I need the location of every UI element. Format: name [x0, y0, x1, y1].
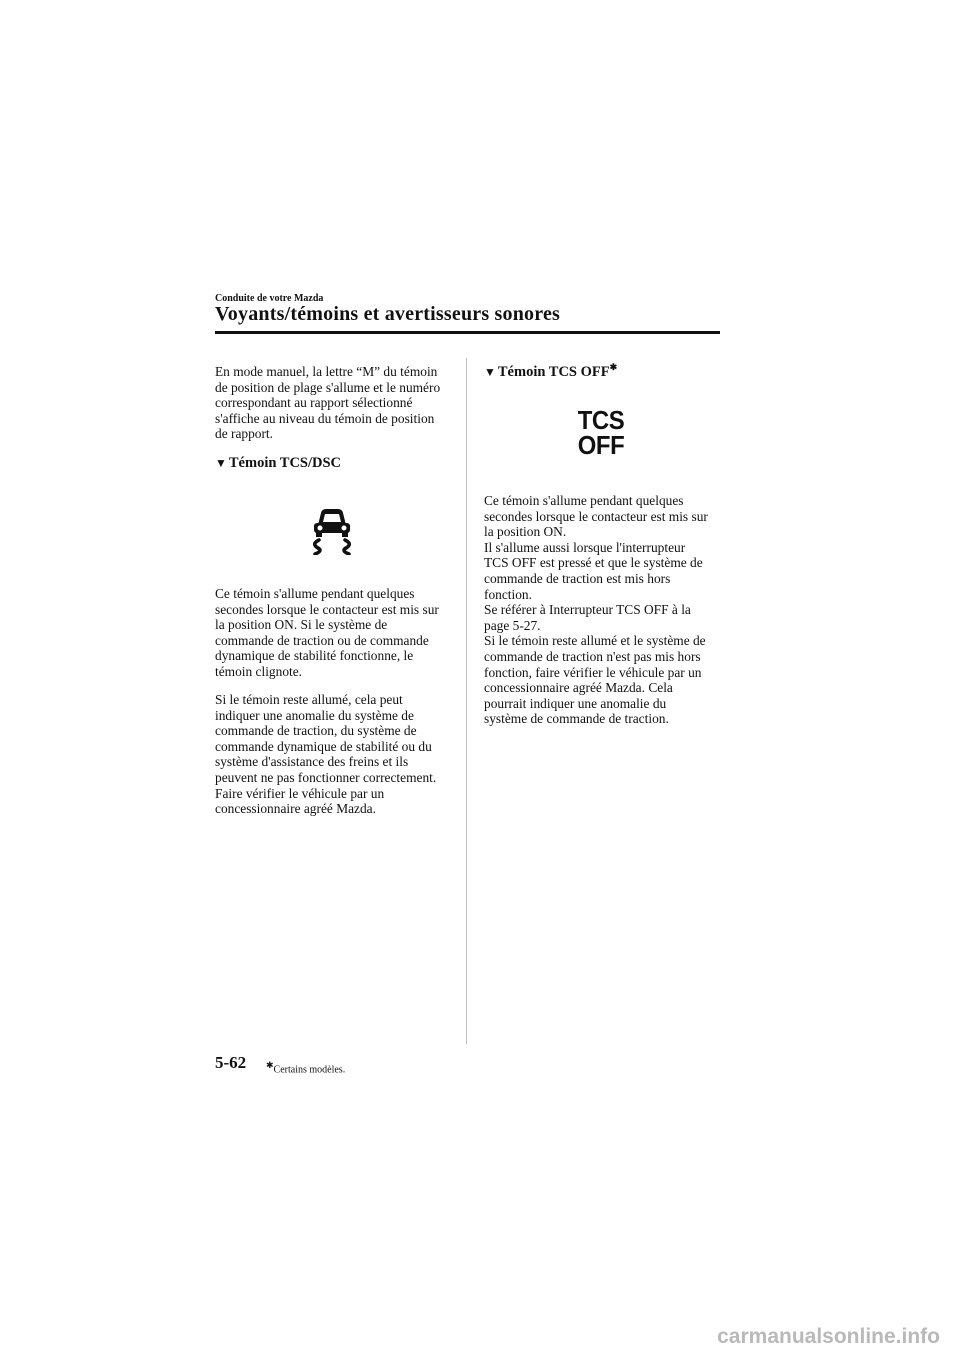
page-title: Voyants/témoins et avertisseurs sonores — [215, 303, 561, 325]
tcs-off-indicator-icon — [574, 405, 627, 460]
text-line: commande de traction est mis hors — [484, 570, 671, 586]
text-line: Ce témoin s'allume pendant quelques — [484, 493, 684, 508]
footnote — [266, 1060, 345, 1075]
text-line: fonction, faire vérifier le véhicule par un — [484, 664, 702, 680]
intro-paragraph — [215, 364, 455, 442]
text-line: Il s'allume aussi lorsque l'interrupteur — [484, 539, 686, 555]
text-line: pourrait indiquer une anomalie du — [484, 695, 667, 711]
tcs-off-paragraph — [484, 493, 724, 727]
skidding-car-icon — [306, 503, 358, 555]
tcs-off-icon-line-1: TCS — [577, 405, 625, 435]
footnote-text: Certains modèles. — [273, 1064, 346, 1076]
text-line: commande de traction n'est pas mis hors — [484, 648, 701, 664]
intro-line: de position de plage s'allume et le numéro — [215, 379, 441, 395]
text-line: Si le témoin reste allumé et le système de — [484, 633, 706, 649]
text-line: la position ON. Si le système de — [215, 617, 388, 633]
text-line: Se référer à Interrupteur TCS OFF à la — [484, 602, 691, 618]
text-line: commande de traction ou de commande — [215, 632, 429, 648]
asterisk-icon: ✱ — [266, 1060, 274, 1070]
text-line: concessionnaire agréé Mazda. — [215, 801, 376, 817]
text-line: indiquer une anomalie du système de — [215, 707, 414, 723]
intro-line: En mode manuel, la lettre “M” du témoin — [215, 364, 438, 379]
text-line: concessionnaire agréé Mazda. Cela — [484, 680, 673, 696]
text-line: système de commande de traction. — [484, 711, 669, 727]
text-line: secondes lorsque le contacteur est mis sur — [484, 508, 708, 524]
intro-line: de rapport. — [215, 426, 274, 442]
text-line: fonction. — [484, 586, 532, 602]
text-line: commande dynamique de stabilité ou du — [215, 738, 432, 754]
text-line: Ce témoin s'allume pendant quelques — [215, 586, 415, 601]
text-line: système d'assistance des freins et ils — [215, 754, 409, 770]
tcs-off-heading-text: Témoin TCS OFF — [497, 363, 610, 380]
intro-line: s'affiche au niveau du témoin de position — [215, 410, 435, 426]
title-rule — [215, 331, 720, 334]
text-line: la position ON. — [484, 524, 567, 540]
tcs-dsc-paragraph-1 — [215, 586, 455, 680]
text-line: dynamique de stabilité fonctionne, le — [215, 648, 414, 664]
tcs-off-icon-line-2: OFF — [577, 430, 625, 460]
asterisk-icon: ✱ — [609, 362, 618, 372]
text-line: page 5-27. — [484, 617, 541, 633]
text-line: peuvent ne pas fonctionner correctement. — [215, 769, 437, 785]
tcs-dsc-heading — [215, 455, 341, 472]
tcs-off-heading — [484, 362, 617, 381]
intro-line: correspondant au rapport sélectionné — [215, 395, 413, 411]
column-divider — [466, 358, 467, 1044]
text-line: TCS OFF est pressé et que le système de — [484, 555, 703, 571]
text-line: commande de traction, du système de — [215, 723, 417, 739]
watermark: carmanualsonline.info — [717, 1325, 940, 1348]
tcs-dsc-paragraph-2 — [215, 692, 455, 817]
page-number: 5-62 — [215, 1053, 247, 1072]
tcs-dsc-heading-text: Témoin TCS/DSC — [228, 455, 342, 471]
text-line: témoin clignote. — [215, 663, 303, 679]
section-label: Conduite de votre Mazda — [215, 293, 324, 304]
triangle-icon: ▼ — [484, 364, 496, 379]
text-line: Si le témoin reste allumé, cela peut — [215, 692, 403, 707]
text-line: secondes lorsque le contacteur est mis sur — [215, 601, 439, 617]
triangle-icon: ▼ — [215, 456, 227, 470]
text-line: Faire vérifier le véhicule par un — [215, 785, 385, 801]
